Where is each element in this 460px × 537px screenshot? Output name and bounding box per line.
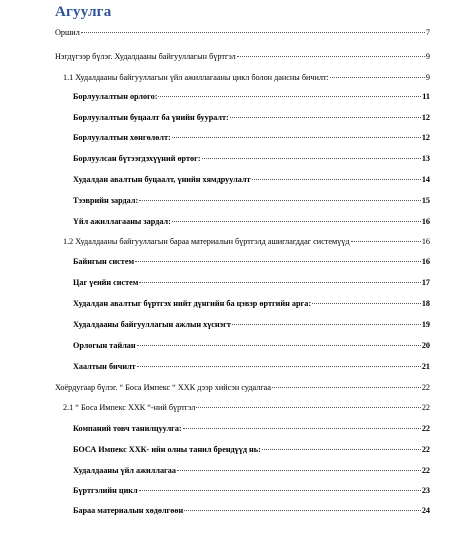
toc-entry-page: 13 (421, 154, 430, 163)
toc-entry[interactable] (73, 464, 430, 478)
toc-entry-page: 12 (421, 113, 430, 122)
toc-entry-title: 1.1 Худалдааны байгууллагын үйл ажиллагааны цикл болон дансны бичилт: (63, 73, 329, 82)
dot-leader (272, 387, 421, 388)
dot-leader (158, 96, 421, 97)
toc-entry-page: 23 (421, 486, 430, 495)
toc-entry-title: Хаалтын бичилт (73, 362, 136, 371)
toc-entry-page: 9 (425, 73, 430, 82)
dot-leader (196, 407, 420, 408)
toc-entry[interactable] (73, 422, 430, 436)
toc-entry-page: 11 (422, 92, 430, 101)
toc-entry-title: Тээврийн зардал: (73, 196, 139, 205)
toc-entry[interactable] (55, 381, 430, 395)
dot-leader (230, 117, 421, 118)
toc-entry-title: Борлуулалтын буцаалт ба үнийн бууралт: (73, 113, 229, 122)
toc-entry[interactable] (73, 255, 430, 269)
dot-leader (330, 77, 425, 78)
toc-entry-title: Орлогын тайлан (73, 341, 136, 350)
toc-entry-title: Худалдааны үйл ажиллагаа (73, 466, 176, 475)
toc-entry-page: 22 (421, 403, 430, 412)
toc-entry-title: Байнгын систем (73, 257, 135, 266)
toc-entry[interactable] (73, 443, 430, 457)
toc-entry-title: Компаний товч танилцуулга: (73, 424, 182, 433)
toc-entry-page: 16 (421, 257, 430, 266)
dot-leader (262, 449, 421, 450)
toc-entry[interactable] (73, 504, 430, 518)
toc-entry-title: Худалдан авалтыг бүртгэх нийт дүнгийн ба цэвэр өртгийн арга: (73, 299, 312, 308)
toc-entry-page: 21 (421, 362, 430, 371)
dot-leader (135, 261, 421, 262)
dot-leader (81, 32, 425, 33)
toc-entry[interactable] (73, 484, 430, 498)
toc-entry-title: Бараа материалын хөдөлгөөн (73, 506, 184, 515)
toc-entry[interactable] (73, 276, 430, 290)
toc-entry-page: 22 (421, 445, 430, 454)
toc-entry-title: Борлуулсан бүтээгдэхүүний өртөг: (73, 154, 201, 163)
dot-leader (139, 282, 420, 283)
toc-entry-page: 24 (421, 506, 430, 515)
toc-entry-page: 22 (421, 466, 430, 475)
toc-entry[interactable] (73, 152, 430, 166)
toc-entry-page: 14 (421, 175, 430, 184)
toc-entry-title: Үйл ажиллагааны зардал: (73, 217, 171, 226)
toc-entry-page: 16 (421, 237, 430, 246)
dot-leader (172, 137, 421, 138)
toc-entry-page: 17 (421, 278, 430, 287)
toc-entry[interactable] (73, 360, 430, 374)
toc-entry-title: Нэгдүгээр бүлэг. Худалдааны байгууллагын бүртгэл (55, 52, 236, 61)
toc-entry[interactable] (73, 173, 430, 187)
dot-leader (172, 221, 421, 222)
toc-entry[interactable] (63, 235, 430, 249)
toc-entry-page: 22 (421, 424, 430, 433)
dot-leader (312, 303, 421, 304)
toc-entry-page: 22 (421, 383, 430, 392)
dot-leader (237, 56, 425, 57)
toc-entry-page: 9 (425, 52, 430, 61)
toc-entry[interactable] (73, 131, 430, 145)
toc-entry[interactable] (63, 401, 430, 415)
toc-entry-page: 19 (421, 320, 430, 329)
dot-leader (351, 241, 421, 242)
toc-entry[interactable] (73, 339, 430, 353)
dot-leader (252, 179, 421, 180)
toc-entry[interactable] (73, 194, 430, 208)
dot-leader (232, 324, 421, 325)
toc-entry-page: 16 (421, 217, 430, 226)
dot-leader (139, 200, 421, 201)
toc-entry-title: Бүртгэлийн цикл (73, 486, 138, 495)
toc-entry[interactable] (73, 90, 430, 104)
toc-entry-title: Борлуулалтын орлого: (73, 92, 158, 101)
dot-leader (202, 158, 421, 159)
toc-heading: Агуулга (55, 4, 112, 20)
toc-entry-title: Худалдан авалтын буцаалт, үнийн хямдруулалт (73, 175, 251, 184)
toc-entry-title: Худалдааны байгууллагын ажлын хүснэгт (73, 320, 231, 329)
toc-entry-page: 7 (425, 28, 430, 37)
dot-leader (139, 490, 421, 491)
toc-entry-title: 1.2 Худалдааны байгууллагын бараа материалын бүртгэлд ашиглагддаг системүүд (63, 237, 350, 246)
toc-entry-title: Борлуулалтын хөнгөлөлт: (73, 133, 171, 142)
toc-entry-title: 2.1 “ Боса Импекс ХХК “-ний бүртгэл (63, 403, 196, 412)
toc-entry-page: 20 (421, 341, 430, 350)
toc-entry-title: Оршил (55, 28, 80, 37)
toc-entry-title: Цаг үеийн систем (73, 278, 139, 287)
toc-entry[interactable] (73, 215, 430, 229)
toc-entry-page: 15 (421, 196, 430, 205)
toc-entry-page: 18 (421, 299, 430, 308)
dot-leader (137, 345, 421, 346)
toc-entry[interactable] (55, 50, 430, 64)
dot-leader (184, 510, 421, 511)
toc-entry[interactable] (73, 318, 430, 332)
toc-entry[interactable] (73, 111, 430, 125)
dot-leader (137, 366, 421, 367)
toc-entry[interactable] (63, 71, 430, 85)
dot-leader (177, 470, 421, 471)
toc-entry-title: БОСА Импекс ХХК- ийн олны танил брендүүд нь: (73, 445, 261, 454)
toc-entry[interactable] (73, 297, 430, 311)
toc-entry-title: Хоёрдугаар бүлэг. “ Боса Импекс “ ХХК дээр хийсэн судалгаа (55, 383, 271, 392)
toc-entry-page: 12 (421, 133, 430, 142)
toc-entry[interactable] (55, 26, 430, 40)
dot-leader (183, 428, 421, 429)
